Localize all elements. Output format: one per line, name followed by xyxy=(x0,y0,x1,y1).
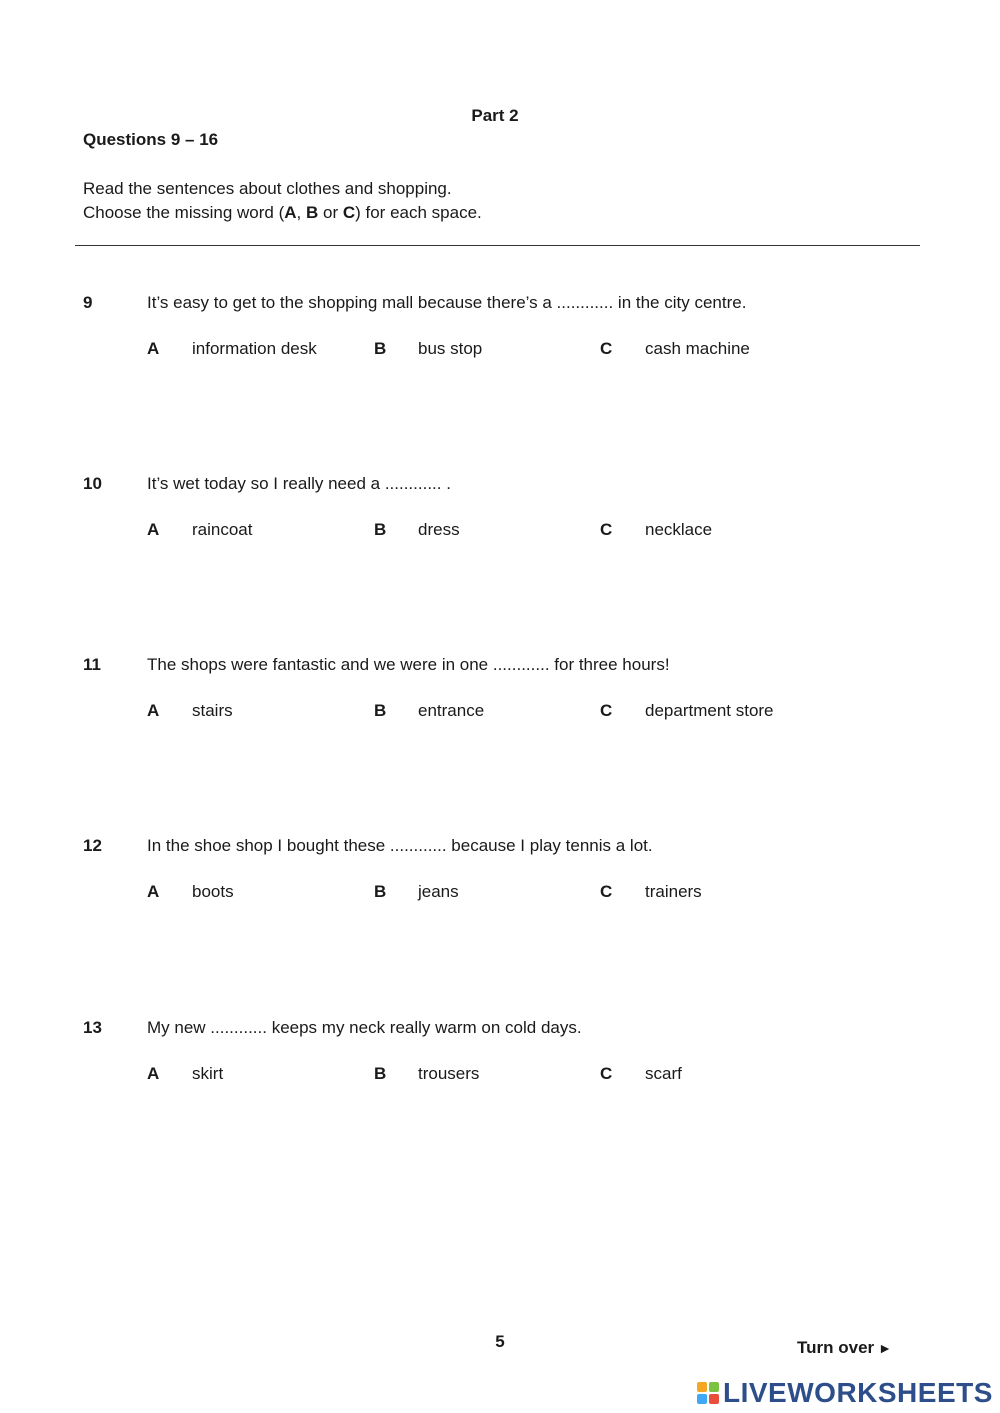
option-letter-b: B xyxy=(374,701,387,720)
option-letter-a: A xyxy=(147,339,160,358)
question-10 xyxy=(0,474,1000,594)
liveworksheets-logo[interactable] xyxy=(697,1376,993,1410)
questions-range: Questions 9 – 16 xyxy=(83,130,219,149)
option-a[interactable]: skirt xyxy=(192,1064,224,1083)
part-title: Part 2 xyxy=(471,106,519,125)
turn-over-text: Turn over xyxy=(797,1338,875,1357)
option-b[interactable]: dress xyxy=(418,520,460,539)
question-number: 10 xyxy=(83,474,102,493)
instruction-letter-c: C xyxy=(342,203,356,222)
page-number: 5 xyxy=(495,1332,505,1351)
option-letter-a: A xyxy=(147,701,160,720)
option-b[interactable]: trousers xyxy=(418,1064,480,1083)
play-arrow-icon: ► xyxy=(878,1340,892,1356)
option-c[interactable]: scarf xyxy=(645,1064,682,1083)
option-letter-b: B xyxy=(374,1064,387,1083)
question-text: My new ............ keeps my neck really warm on cold days. xyxy=(147,1018,582,1037)
option-c[interactable]: necklace xyxy=(645,520,713,539)
option-letter-b: B xyxy=(374,339,387,358)
option-c[interactable]: cash machine xyxy=(645,339,750,358)
instruction-line-1: Read the sentences about clothes and shopping. xyxy=(83,179,452,198)
option-c[interactable]: trainers xyxy=(645,882,702,901)
question-text: In the shoe shop I bought these ............ because I play tennis a lot. xyxy=(147,836,653,855)
option-a[interactable]: stairs xyxy=(192,701,233,720)
option-a[interactable]: information desk xyxy=(192,339,317,358)
option-letter-a: A xyxy=(147,882,160,901)
option-c[interactable]: department store xyxy=(645,701,774,720)
question-12 xyxy=(0,836,1000,956)
question-number: 13 xyxy=(83,1018,102,1037)
logo-tile xyxy=(697,1382,707,1392)
option-letter-b: B xyxy=(374,520,387,539)
question-number: 11 xyxy=(83,655,101,674)
logo-tile xyxy=(709,1382,719,1392)
logo-tile xyxy=(697,1394,707,1404)
logo-text: LIVEWORKSHEETS xyxy=(723,1377,993,1408)
option-letter-a: A xyxy=(147,520,160,539)
option-letter-c: C xyxy=(600,1064,613,1083)
option-letter-c: C xyxy=(600,339,613,358)
instructions xyxy=(83,177,482,225)
option-b[interactable]: bus stop xyxy=(418,339,483,358)
question-11 xyxy=(0,655,1000,775)
question-text: It’s easy to get to the shopping mall because there’s a ............ in the city centre. xyxy=(147,293,747,312)
option-letter-a: A xyxy=(147,1064,160,1083)
question-number: 9 xyxy=(83,293,93,312)
question-13 xyxy=(0,1018,1000,1138)
instruction-text: or xyxy=(318,203,343,222)
divider xyxy=(75,245,920,246)
option-a[interactable]: boots xyxy=(192,882,234,901)
instruction-text: , xyxy=(296,203,306,222)
instruction-letter-a: A xyxy=(284,203,297,222)
question-9 xyxy=(0,293,1000,413)
instruction-line-2 xyxy=(83,201,482,225)
question-number: 12 xyxy=(83,836,102,855)
turn-over-label xyxy=(797,1338,892,1358)
liveworksheets-logo-icon xyxy=(697,1382,719,1404)
option-letter-c: C xyxy=(600,882,613,901)
option-b[interactable]: entrance xyxy=(418,701,485,720)
logo-tile xyxy=(709,1394,719,1404)
option-letter-b: B xyxy=(374,882,387,901)
option-b[interactable]: jeans xyxy=(418,882,459,901)
instruction-letter-b: B xyxy=(306,203,319,222)
option-a[interactable]: raincoat xyxy=(192,520,253,539)
question-text: It’s wet today so I really need a ............ . xyxy=(147,474,451,493)
option-letter-c: C xyxy=(600,701,613,720)
instruction-text: ) for each space. xyxy=(355,203,482,222)
option-letter-c: C xyxy=(600,520,613,539)
instruction-text: Choose the missing word ( xyxy=(83,203,285,222)
question-text: The shops were fantastic and we were in one ............ for three hours! xyxy=(147,655,670,674)
